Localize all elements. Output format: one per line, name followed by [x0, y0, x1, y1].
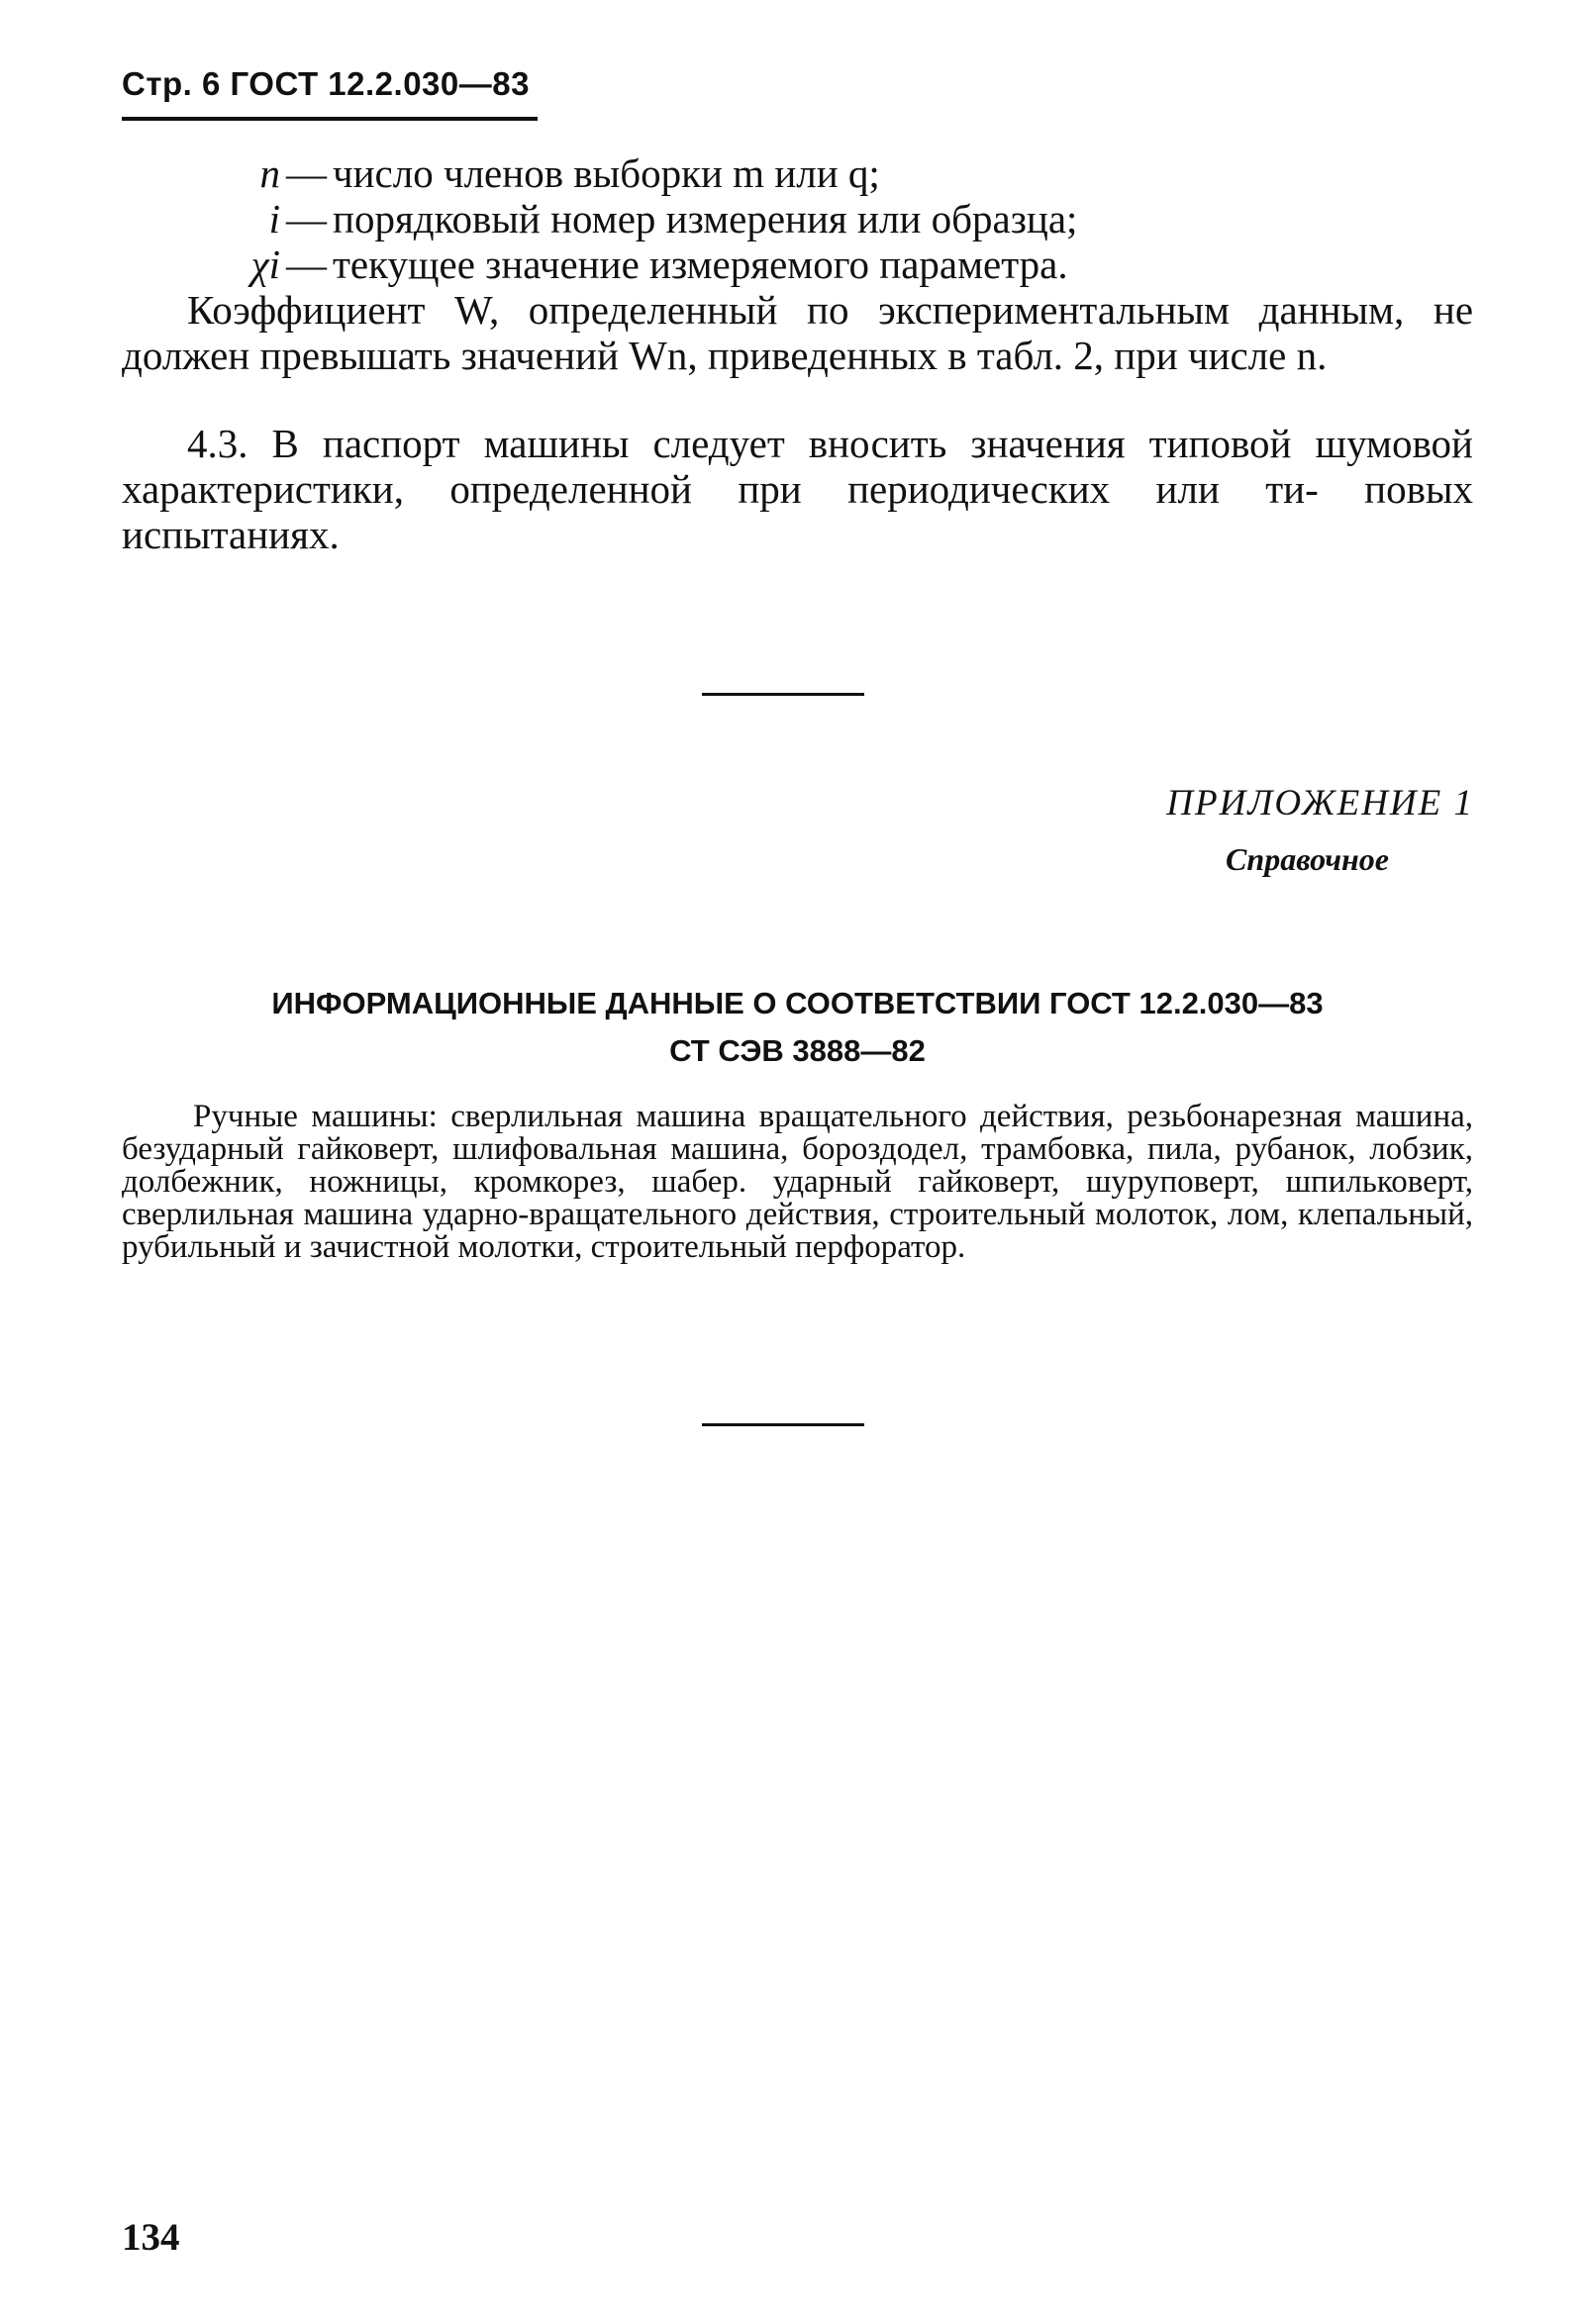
section-4-3-paragraph	[122, 421, 1473, 557]
coefficient-paragraph-end: не должен превышать значений Wn, приведенных в табл. 2, при числе n.	[122, 287, 1474, 378]
appendix-subtitle: Справочное	[1226, 841, 1389, 877]
definition-symbol: χi	[250, 242, 280, 287]
page-number: 134	[122, 2216, 180, 2259]
definition-text: порядковый номер измерения или образца;	[333, 196, 1078, 242]
definition-item: i — порядковый номер измерения или образца;	[122, 196, 1473, 242]
section-title-line2: СТ СЭВ 3888—82	[669, 1033, 926, 1068]
section-4-3-end: повых испытаниях.	[122, 466, 1474, 557]
page-header	[122, 65, 530, 103]
definition-item: n — число членов выборки m или q;	[122, 150, 1473, 196]
coefficient-paragraph	[122, 287, 1473, 378]
section-divider	[702, 1423, 864, 1426]
page-label: Стр. 6	[122, 65, 221, 102]
definition-text: текущее значение измеряемого параметра.	[333, 242, 1068, 287]
appendix-title: ПРИЛОЖЕНИЕ 1	[1166, 783, 1474, 823]
definition-symbol: i	[268, 196, 280, 242]
section-title	[122, 980, 1473, 1075]
section-title-line1: ИНФОРМАЦИОННЫЕ ДАННЫЕ О СООТВЕТСТВИИ ГОСТ 12.2.030—83	[271, 986, 1324, 1020]
document-id: ГОСТ 12.2.030—83	[230, 65, 530, 102]
section-divider	[702, 693, 864, 696]
definition-text: число членов выборки m или q;	[333, 150, 880, 196]
definition-symbol: n	[259, 150, 280, 196]
coefficient-paragraph-start: Коэффициент W, определенный по экспериментальным данным,	[187, 287, 1405, 333]
section-4-3-text: 4.3. В паспорт машины следует вносить значения типовой шумовой характеристики, определенной при периодических или ти-	[122, 421, 1473, 512]
header-underline	[122, 117, 538, 121]
definitions-list	[122, 150, 1473, 287]
section-body: Ручные машины: сверлильная машина вращательного действия, резьбонарезная машина, безударный гайковерт, шлифовальная машина, бороздодел, трамбовка, пила, рубанок, лобзик, долбежник, ножницы, кромкорез, шабер. ударный гайковерт, шуруповерт, шпильковерт, сверлильная машина ударно-вращательного действия, строительный молоток, лом, клепальный, рубильный и зачистной молотки, строительный перфоратор.	[122, 1099, 1473, 1265]
definition-item: χi — текущее значение измеряемого параметра.	[122, 242, 1473, 287]
